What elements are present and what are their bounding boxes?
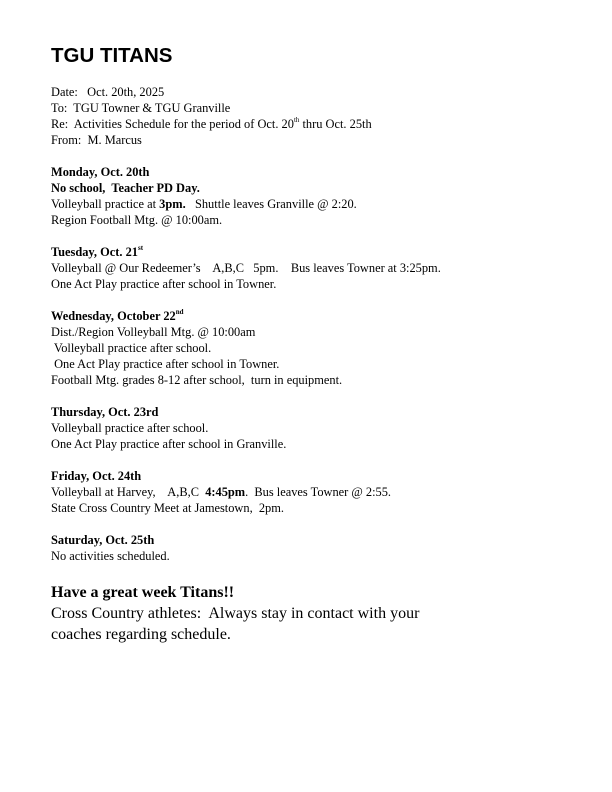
monday-volleyball — [51, 196, 357, 212]
wednesday-play: One Act Play practice after school in Towner. — [51, 357, 280, 371]
tuesday-volleyball: Volleyball @ Our Redeemer’s A,B,C 5pm. Bus leaves Towner at 3:25pm. — [51, 261, 441, 275]
friday-cross-country: State Cross Country Meet at Jamestown, 2pm. — [51, 501, 284, 515]
text-segment: Volleyball practice at — [51, 197, 160, 211]
wednesday-heading — [51, 308, 184, 324]
wednesday-meeting: Dist./Region Volleyball Mtg. @ 10:00am — [51, 325, 256, 339]
bold-time: 4:45pm — [205, 485, 246, 499]
heading-superscript: nd — [175, 307, 184, 316]
text-segment: Volleyball at Harvey, A,B,C — [51, 485, 206, 499]
to-line: To: TGU Towner & TGU Granville — [51, 101, 231, 115]
from-line: From: M. Marcus — [51, 133, 142, 147]
closing-line-2: coaches regarding schedule. — [51, 626, 231, 643]
bold-time: 3pm. — [159, 197, 186, 211]
heading-text: Wednesday, October 22 — [51, 309, 176, 323]
text-segment: Shuttle leaves Granville @ 2:20. — [185, 197, 357, 211]
friday-volleyball — [51, 484, 391, 500]
re-text: Re: Activities Schedule for the period of Oct. 20 — [51, 117, 294, 131]
heading-superscript: st — [137, 243, 144, 252]
tuesday-heading — [51, 244, 143, 260]
saturday-heading: Saturday, Oct. 25th — [51, 533, 155, 547]
page-title: TGU TITANS — [51, 44, 173, 67]
thursday-play: One Act Play practice after school in Granville. — [51, 437, 287, 451]
thursday-volleyball: Volleyball practice after school. — [51, 421, 209, 435]
wednesday-football: Football Mtg. grades 8-12 after school, turn in equipment. — [51, 373, 343, 387]
monday-heading: Monday, Oct. 20th — [51, 165, 150, 179]
text-segment: . Bus leaves Towner @ 2:55. — [245, 485, 392, 499]
saturday-note: No activities scheduled. — [51, 549, 170, 563]
closing-heading: Have a great week Titans!! — [51, 584, 235, 601]
re-text-end: thru Oct. 25th — [299, 117, 372, 131]
closing-line-1: Cross Country athletes: Always stay in contact with your — [51, 605, 420, 622]
date-line: Date: Oct. 20th, 2025 — [51, 85, 165, 99]
monday-football: Region Football Mtg. @ 10:00am. — [51, 213, 223, 227]
re-superscript: th — [293, 115, 300, 124]
tuesday-play: One Act Play practice after school in Towner. — [51, 277, 277, 291]
monday-note: No school, Teacher PD Day. — [51, 181, 200, 195]
friday-heading: Friday, Oct. 24th — [51, 469, 142, 483]
heading-text: Tuesday, Oct. 21 — [51, 245, 138, 259]
re-line — [51, 116, 372, 132]
thursday-heading: Thursday, Oct. 23rd — [51, 405, 159, 419]
wednesday-volleyball: Volleyball practice after school. — [51, 341, 212, 355]
